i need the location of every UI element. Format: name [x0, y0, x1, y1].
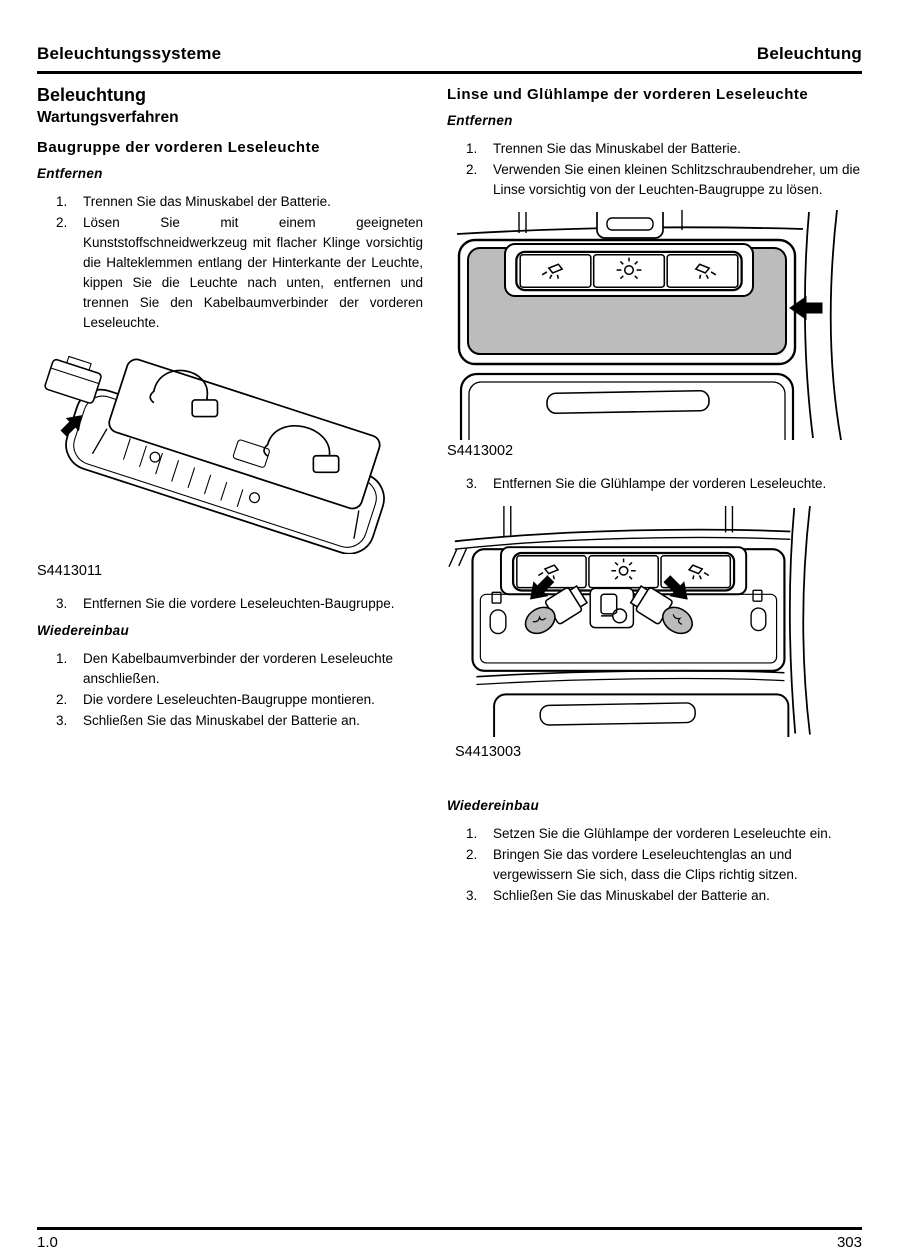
step-item	[37, 594, 423, 614]
step-item	[447, 474, 862, 494]
refit-step-list	[37, 649, 423, 731]
step-text: Schließen Sie das Minuskabel der Batterie an.	[83, 712, 360, 728]
figure-front-reading-lamp-assembly	[37, 347, 423, 554]
figure-label: S4413002	[447, 443, 514, 459]
harness-connector	[44, 352, 104, 404]
step-number: 3.	[56, 595, 68, 611]
step-item	[37, 192, 423, 212]
remove-step-list-continued	[37, 594, 423, 614]
section-subtitle: Wartungsverfahren	[37, 109, 179, 126]
step-number: 2.	[56, 691, 68, 707]
step-text: Trennen Sie das Minuskabel der Batterie.	[493, 141, 741, 156]
step-number: 3.	[56, 712, 68, 728]
step-item	[37, 649, 423, 689]
step-number: 1.	[466, 825, 478, 841]
step-text: Trennen Sie das Minuskabel der Batterie.	[83, 194, 331, 209]
step-item	[447, 845, 862, 885]
figure-label: S4413003	[455, 743, 522, 760]
footer-page-number: 303	[836, 1234, 862, 1251]
step-number: 3.	[466, 887, 478, 903]
step-text: Entfernen Sie die vordere Leseleuchten-Baugruppe.	[83, 595, 395, 611]
step-item	[447, 886, 862, 906]
section-title: Beleuchtung	[37, 85, 147, 105]
step-number: 1.	[56, 194, 68, 209]
running-header-right: Beleuchtung	[756, 44, 862, 63]
step-text: Bringen Sie das vordere Leseleuchtenglas an und vergewissern Sie sich, dass die Clips richtig sitzen.	[493, 846, 798, 882]
procedure-heading-front-reading-lamp-assembly: Baugruppe der vorderen Leseleuchte	[37, 139, 320, 156]
step-text: Schließen Sie das Minuskabel der Batterie an.	[493, 887, 770, 903]
refit-heading: Wiedereinbau	[447, 797, 539, 813]
figure-overhead-console-lens	[447, 210, 862, 440]
step-text: Den Kabelbaumverbinder der vorderen Leseleuchte anschließen.	[83, 650, 393, 686]
step-number: 1.	[466, 141, 478, 156]
step-text: Lösen Sie mit einem geeigneten Kunststoffschneidwerkzeug mit flacher Klinge vorsichtig die Halteklemmen entlang der Hinterkante der Leuchte, kippen Sie die Leuchte nach unten, entfernen und trennen Sie den Kabelbaumverbinder der vorderen Leseleuchte.	[83, 215, 423, 330]
remove-step-list	[447, 139, 862, 200]
remove-step-list-continued	[447, 474, 862, 494]
step-item	[447, 824, 862, 844]
left-column	[37, 84, 423, 732]
step-item	[37, 690, 423, 710]
step-number: 3.	[466, 476, 478, 491]
step-item	[447, 139, 862, 159]
running-header	[37, 44, 862, 64]
centre-bracket	[590, 588, 633, 627]
header-rule	[37, 71, 862, 74]
right-column	[447, 84, 862, 907]
footer-rule	[37, 1227, 862, 1230]
step-number: 1.	[56, 650, 68, 666]
step-item	[37, 213, 423, 333]
step-text: Verwenden Sie einen kleinen Schlitzschraubendreher, um die Linse vorsichtig von der Leuchten-Baugruppe zu lösen.	[493, 162, 860, 197]
step-text: Die vordere Leseleuchten-Baugruppe montieren.	[83, 691, 375, 707]
page-footer	[37, 1234, 862, 1252]
remove-step-list	[37, 192, 423, 333]
console-switch-strip	[516, 252, 741, 290]
refit-heading: Wiedereinbau	[37, 622, 129, 638]
step-item	[447, 160, 862, 200]
step-number: 2.	[466, 162, 478, 177]
refit-step-list	[447, 824, 862, 906]
remove-heading: Entfernen	[447, 113, 513, 128]
figure-label: S4413011	[37, 562, 103, 579]
running-header-left: Beleuchtungssysteme	[37, 44, 222, 63]
step-text: Entfernen Sie die Glühlampe der vorderen Leseleuchte.	[493, 476, 827, 491]
footer-version: 1.0	[37, 1234, 58, 1251]
step-item	[37, 711, 423, 731]
remove-heading: Entfernen	[37, 166, 103, 181]
step-number: 2.	[56, 215, 68, 230]
figure-overhead-console-bulbs	[447, 506, 862, 737]
step-text: Setzen Sie die Glühlampe der vorderen Leseleuchte ein.	[493, 825, 832, 841]
procedure-heading-lens-and-bulb: Linse und Glühlampe der vorderen Leseleuchte	[447, 86, 809, 103]
step-number: 2.	[466, 846, 478, 862]
